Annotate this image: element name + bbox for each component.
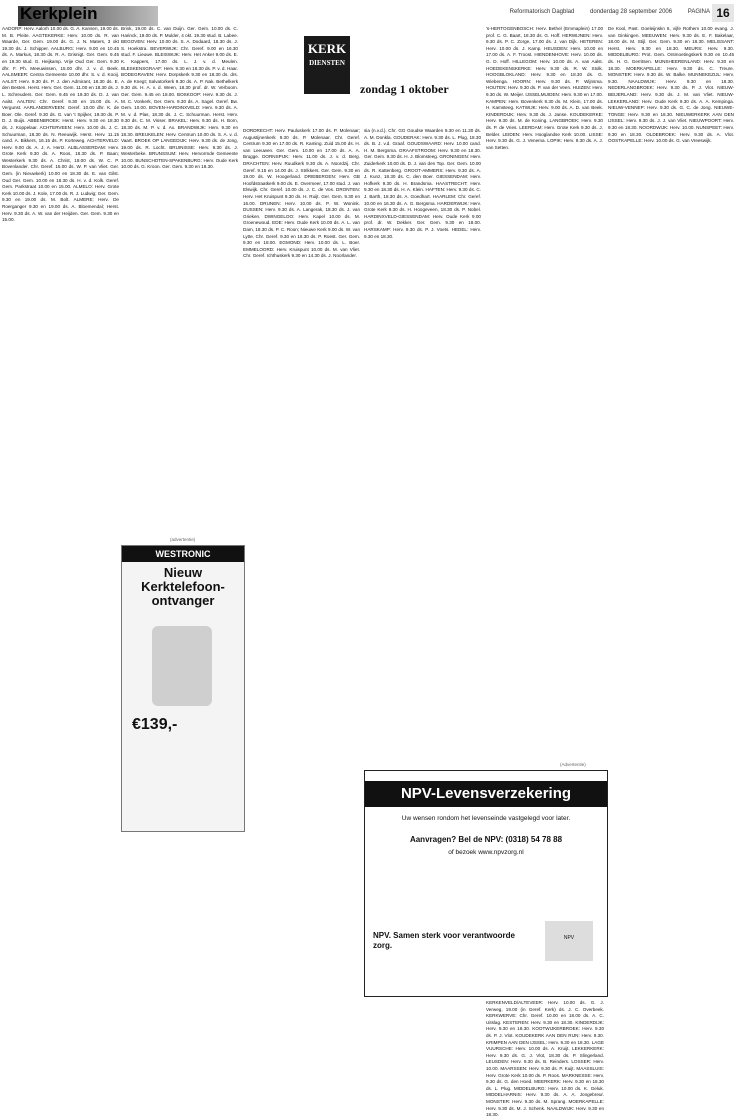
phone-image [152,626,212,706]
column-text: 's-HERTOGENBOSCH: Herv. Bethel (Emmaplein) 17.00 prof. C. G. Baart, 18.30 ds. G. Hoff. HERWIJNEN: Herv. 9.30 ds. P. C. Zorge, 17.00 ds. J. van Dijk. HETEREN: Herv. 10.00 ds. J. Kamp. HEUSDEN: Herv. 10.00 en 17.00 ds. A. F. Troost. HIENDENHOVE: Herv. 10.00 ds. G. D. Hoff. HILLEGOM: Herv. 10.00 ds. A. van Aalst. HOEDEKENSKERKE: Herv. 9.30 ds. R. W. Stolk. HOOGBLOKLAND: Herv. 9.30 en 18.30 ds. G. Wiebenga. HOORN: Herv. 9.30 ds. P. Wijnsma. HOUTEN: Herv. 9.30 ds. P. van der Veen. HUIZEN: Herv. 9.30 ds. W. Meijer. IJSSELMUIDEN: Herv. 9.30 en 17.00. KAMPEN: Herv. Bovenkerk 9.30 ds. M. Klein, 17.00 ds. H. Kamsteeg. KATWIJK: Herv. 9.00 ds. A. D. van Beek. KINDERDIJK: Herv. 9.30 ds. J. Janse. KOUDEKERKE: Herv. 9.30 ds. M. de Koning. LANGBROEK: Herv. 9.30 ds. P. de Vries. LEERDAM: Herv. Grote Kerk 9.30 ds. J. Belder. LEIDEN: Herv. Hooglandse Kerk 10.00. LISSE: Herv. 9.30 ds. G. J. Venema. LOPIK: Herv. 9.30 ds. A. J. van Setten. [486,26,603,150]
text-column-5b [486,1000,604,1118]
advertisement-label: (advertentie) [170,537,196,542]
westronic-advertisement [121,545,245,832]
column-text: KERKENVELD/ALTEVEER: Herv. 10.00 ds. G. J. Verweg, 19.00 (in Geref. Kerk) ds. J. C. Overbeek. KERKWERVE: Chr. Geref. 10.00 en 18.00 ds. A. C. Uitslag. KESTEREN: Herv. 9.30 en 18.30. KINDERDIJK: Herv. 9.30 en 18.30. KOOTWIJKERBROEK: Herv. 9.30 ds. P. J. Vlot. KOUDEKERK AAN DEN RIJN: Herv. 9.30. KRIMPEN AAN DEN IJSSEL: Herv. 9.30 en 18.30. LAGE VUURSCHE: Herv. 10.00 ds. A. Kruijt. LEKKERKERK: Herv. 9.30 ds. G. J. Vlot, 18.30 ds. P. Slingerland. LEUSDEN: Herv. 9.30 ds. B. Reinders. LOSSER: Herv. 10.00. MAARSSEN: Herv. 9.30 ds. P. Kuijt. MAASSLUIS: Herv. Grote Kerk 10.00 ds. P. Roos. MARKNESSE: Herv. 9.30 ds. G. den Hoed. MEERKERK: Herv. 9.30 en 18.30 ds. L. Plug. MIDDELBURG: Herv. 10.00 ds. K. Geluk. MIDDELHARNIS: Herv. 9.30 ds. A. A. Jongebreur. MONSTER: Herv. 9.30 ds. M. Sprang. MOERKAPELLE: Herv. 9.30 ds. M. J. Schenk. NAALDWIJK: Herv. 9.30 en 18.30. [486,1000,604,1118]
text-column-6 [608,26,734,1062]
kerkdiensten-logo-box [244,30,486,124]
column-text: Brink, 19.00 ds. C. van Duijn. Ger. Gem. 10.00 ds. C. Harinck, 19.00 ds. P. Mulder, 4 okt. 19.30 stud. B. Labee. BEGOVEN: Herv. 10.00 ds. S. A. Dodaard, 18.30 ds. J. S. Hoekstra. BEVERWIJK: Chr. Geref. 9.00 en 16.30 stud. F. Lieuwe. BLEISWIJK: Herv. Het Anker 9.00 ds. E. K. Kappers, 17.00 ds. L. J. v. d. Meulen. BLESKENSGRAAF: Herv. 9.30 en 18.30 ds. P. v. d. Haar. BODEGRAVEN: Herv. Dorpskerk 9.30 en 18.30 ds. drs. A. de Knegt; Salvatorkerk 9.30 ds. A. P. Nak. Bethelkerk 9.30 ds. H. A. v. d. Ween, 18.30 prof. dr. W. Verboom. Ger. Gem. 9.45 en 18.00. BOSKOOP: Herv. 9.30 ds. J. M. C. Vonkerk, Ger. Gem. 9.30 ds. A. Sagel. Geref. Bw. Gem. 10.00. BOVEN-HARDINXVELD: Herv. 9.30 ds. A. M. v. d. Plas, 18.30 ds. J. C. Schuurman. Herst. Herv. 9.30 ds. C. M. Visser. BRAKEL: Herv. 9.30 ds. H. Born, 18.30 ds. M. P. v. d. Ax. BRANDWIJK: Herv. 9.30 en 18.30. BREUKELEN: Herv. Centrum 10.00 ds. S. A. v. d. Vaart. BROEK OP LANGEDIJK: Herv. 9.30 ds. de Jong, 19.00 ds. R. Locht. BRUINISSE: Herv. 9.30 ds. J. Westerbeke. BRUNSSUM: Herv. Hervormde Gemeente 10.00. BUNSCHOTEN-SPAKENBURG: Herv. Oude Kerk 10.00 ds. G. Kroon. Ger. Gem. 9.30 en 18.30. [121,26,238,170]
ad-price: €139,- [132,716,178,733]
page-title: Kerkplein [20,4,98,23]
newspaper-name: Reformatorisch Dagblad [509,9,575,15]
column-text: DORDRECHT: Herv. Pauluskerk 17.00 ds. P. Molenaar; Augustijnenkerk 9.30 ds. P. Molenaar. Chr. Geref. Centrum 9.30 en 17.00 ds. R. Kaming. Zuid 15.00 ds. H. van Leeuwen. Ger. Gem. 10.00 en 17.00 ds. A. A. Brugge. DORNSPIJK: Herv. 11.00 ds. J. v. d. Berg. DRACHTEN: Herv. Ruudkerk 9.30 ds. A. Noordzij. Chr. Geref. 9.15 en 14.00 ds. J. Strikkers. Ger. Gem. 9.30 en 19.00 ds. W. Hoogerland. DRIEBERGEN: Herv. GB Hoofdstraatkerk 9.00 ds. E. Overmeer, 17.00 stud. J. van Elswijk. Chr. Geref. 10.00 ds. J. C. de Vos. DRONTEN: Herv. Het Kruispunt 9.30 ds. H. Ruijt. Ger. Gem. 9.30 en 16.00. DRUNEN: Herv. 10.00 ds. P. W. Wonink. DUSSEN: Herv. 9.30 ds. A. Langerak, 18.30 ds. J. van Grieken. DWINGELOO: Herv. Kapel 10.00 ds. M. Groenewoud. EDE: Herv. Oude Kerk 10.00 ds. A. L. van Dam, 18.30 ds. P. C. Roon; Nieuwe Kerk 9.00 ds. W. van Lytte. Chr. Geref. 9.30 en 16.30 ds. P. Roest. Ger. Gem. 9.30 en 18.00. EGMOND: Herv. 10.00 ds. L. Boer. EMMELOORD: Herv. Kruispunt 10.00 ds. M. van Vliet. Chr. Geref. Ichthuskerk 9.30 en 14.30 ds. J. Noorlander. [243,128,360,259]
logo-line-2: DIENSTEN [309,59,345,67]
column-text: sia (n.v.d.). Chr. GG Goudse Waarden 9.30 en 11.30 ds. A. M. Donkla. GOUDERAK: Herv. 9.30 ds. L. Plug, 18.30 ds. B. J. v.d. Graaf. GOUDSWAARD: Herv. 10.00 cand. H. M. Bergsma. GRAAFSTROOM: Herv. 9.30 en 18.30. Ger. Gem. 9.30 ds. H. J. Blomsteeg. GRONINGEN: Herv. Zuiderkerk 10.00 ds. D. J. van den Top. Ger. Gem. 10.00 ds. R. Kattenberg. GROOT-AMMERS: Herv. 9.30 ds. A. J. Kunz, 18.30 ds. C. den Boer. GIESSENDAM: Herv. Hofkerk 9.30 ds. H. Brandsma. HAASTRECHT: Herv. 9.30 en 18.30 ds. H. A. Klein. HAFTEN: Herv. 9.30 ds. C. J. Barth, 18.30 ds. A. Goedhart. HAARLEM: Chr. Geref. 10.00 en 16.30 ds. A. G. Bergsma. HARDERWIJK: Herv. Grote Kerk 9.30 ds. H. Hoogeveen, 18.30 ds. P. Nobel. HARDINXVELD-GIESSENDAM: Herv. Oude Kerk 9.00 prof. dr. W. Dekker. Ger. Gem. 9.30 en 18.00. HARSKAMP: Herv. 9.30 ds. P. J. Voets. HEDEL: Herv. 9.30 en 18.30. [364,128,481,239]
npv-advertisement [364,770,608,997]
ad-headline: Nieuw Kerktelefoon-ontvanger [141,565,225,608]
advertisement-label-2: (Advertentie) [560,762,586,767]
npv-web: of bezoek www.npvzorg.nl [448,849,524,856]
text-column-1 [2,26,119,1062]
ad-brand: WESTRONIC [122,546,244,562]
issue-date: donderdag 28 september 2006 [590,9,673,15]
npv-footer: NPV. Samen sterk voor verantwoorde zorg. [373,931,515,950]
page-number: 16 [712,4,734,22]
text-column-3 [243,128,360,1062]
column-text: De Kool, Past. Goeleijnskn 6, vijfe Rothem 10.00 evang. J. van Ginkingen. MEEUWEN: Herv. 9.30 ds. E. F. Bakelaar, 18.00 ds. M. Stijl. Ger. Gem. 9.30 en 18.30. MELISSANT: Herst. Herv. 9.30 en 18.30. MEURS: Herv. 9.30. MIDDELBURG: Prot. Gem. Ontmoetingskerk 9.30 en 10.45 ds. H. G. Gerritsen. MIJNSHEERENLAND: Herv. 9.30 en 18.30. MOERKAPELLE: Herv. 9.30 ds. C. Treure. MONSTER: Herv. 9.30 ds. W. Balke. MUNNEKEZIJL: Herv. 9.30. NAALDWIJK: Herv. 9.30 en 18.30. NEDERLANGBROEK: Herv. 9.30 ds. P. J. Vlot. NIEUW-BEIJERLAND: Herv. 9.30 ds. J. M. van Vliet. NIEUW-LEKKERLAND: Herv. Oude Kerk 9.30 ds. A. A. Kempinga. NIEUW-VENNEP: Herv. 9.30 ds. G. C. de Jong. NIEUWE-TONGE: Herv. 9.30 en 18.30. NIEUWERKERK AAN DEN IJSSEL: Herv. 9.30 ds. J. J. van Vliet. NIEUWPOORT: Herv. 9.30 en 18.30. NOORDWIJK: Herv. 10.00. NUNSPEET: Herv. 9.30 en 18.30. OLDEBROEK: Herv. 9.30 ds. A. Vlot. OOSTKAPELLE: Herv. 10.00 ds. G. van Vreeswijk. [608,26,734,144]
text-column-4 [364,128,481,758]
npv-phone: Aanvragen? Bel de NPV: (0318) 54 78 88 [409,835,563,844]
npv-logo-icon: NPV [545,921,593,961]
npv-title: NPV-Levensverzekering [365,781,607,807]
service-date: zondag 1 oktober [360,82,449,96]
kerkdiensten-logo [304,36,350,94]
text-column-5 [486,26,603,766]
page-label: PAGINA [687,9,710,15]
page-header [0,0,738,26]
header-meta [496,9,710,15]
text-column-2 [121,26,238,541]
logo-line-1: KERK [307,41,347,56]
column-text: AADORP: Herv. Aalorh 10.00 ds. G. A. Kansen, 19.00 ds. M. B. Pleite. AAGTEKERKE: Herv. 10.00 ds. R. van Waarde, Ger. Gem. 19.00 ds. G. J. N. Maters, 3 okt 19.30 ds. J. Schipper. AALBURG: Herv. 9.00 en 10.45 ds. A. Markus, 18.30 ds. R. A. Grisnigt. Ger. Gem. 9.45 en 19.30 stud. G. Heijkamp. Vrije Oud Ger. Gem. 9.30 dhr. F. Ph. Meeuwissen, 15.00 dhr. J. v. d. Beek. AALSMEER: Centra Gemeente 10.00 dhr. S. v. d. Kooij. AALST: Herv. 9.30 ds. P. J. den Admirant, 18.30 ds. E. den Besten. Herst. Herv. Ger. Gem. 11.00 en 18.30 ds. J. L. Schreuders. Ger. Gem. 9.45 en 19.30 ds. D. J. van Aalst. AALTEN: Chr. Geref. 9.30 en 15.00 ds. A. Vergunst. AARLANDERVEEN: Geref. 10.00 dhr. K. de Boer. Ole. Geref. 9.30 ds. G. van 't Spijker, 19.30 ds. P. D. J. Buijs. ABBENBROEK: Herst. Herv. 9.30 en 18.30 ds. J. Koppelaar. ACHTERVEEN: Herv. 10.00 ds. J. C. Schuurman, 18.30 ds. N. Reeuwijk. Herst. Herv. 11.15 cand. A. Bikkers, 16.15 ds. P. Korteweg. ACHTERVELD: Herv. 9.00 ds. A. J. A. Hertz. ALBLASSERDAM: Herv. Grote Kerk 9.30 ds. A. Roos, 18.30 ds. P. Baan; Westerkerk 9.30 ds. A. Christ, 18.00 ds. W. C. P. Bovenlander. Chr. Geref. 15.00 ds. W. P. van Vliet. Ger. Gem. (in Nieuwkerk) 10.00 en 18.30 ds. E. van Gilst. Oud Ger. Gem. 10.00 en 18.30 ds. H. v. d. Kolk. Geref. Gem. Parkstraat 10.00 en 15.00. ALMELO: Herv. Grote Kerk 10.00 ds. J. Kole, 17.00 ds. R. J. Ludwig; Ger. Gem. 9.30 en 19.00 ds. M. Bolt. ALMERE: Herv. De Roerganger 9.30 en 19.00 ds. A. Bloemendal; Herst. Herv. 9.30 ds. A. W. van der Heijden. Ger. Gem. 9.30 en 15.00. [2,26,119,223]
npv-text: Uw wensen rondom het levenseinde vastgelegd voor later. [401,815,571,822]
